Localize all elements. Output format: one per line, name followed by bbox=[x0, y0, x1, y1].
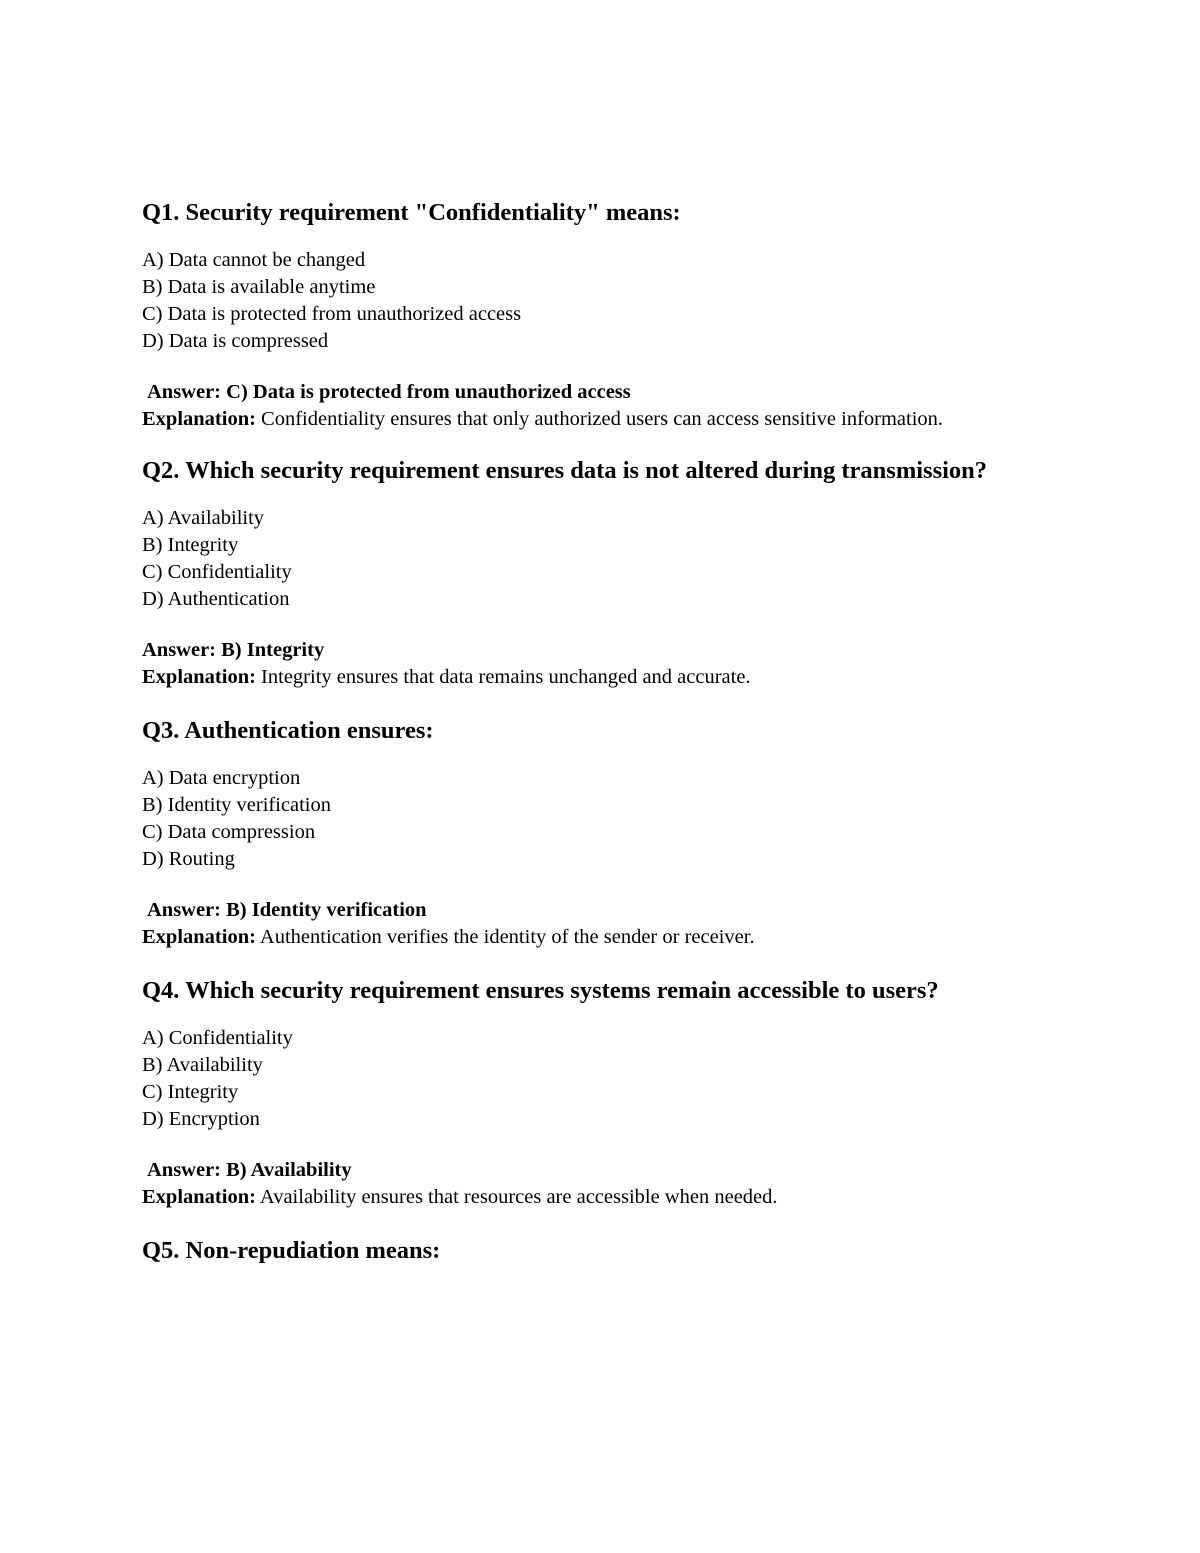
option-b: B) Integrity bbox=[142, 534, 239, 556]
option-d: D) Encryption bbox=[142, 1108, 260, 1130]
options-list bbox=[142, 1025, 1082, 1133]
question-block bbox=[142, 1231, 1082, 1271]
explanation bbox=[142, 1184, 1082, 1211]
question-title: Q4. Which security requirement ensures systems remain accessible to users? bbox=[142, 977, 939, 1004]
option-b: B) Identity verification bbox=[142, 794, 331, 816]
options-list bbox=[142, 505, 1082, 613]
question-block bbox=[142, 711, 1082, 951]
option-a: A) Confidentiality bbox=[142, 1027, 293, 1049]
answer: Answer: C) Data is protected from unauthorized access bbox=[147, 381, 631, 403]
question-title: Q2. Which security requirement ensures data is not altered during transmission? bbox=[142, 457, 988, 484]
explanation-label: Explanation: bbox=[142, 926, 256, 948]
option-d: D) Routing bbox=[142, 848, 235, 870]
explanation-text: Authentication verifies the identity of the sender or receiver. bbox=[255, 926, 755, 948]
option-c: C) Data is protected from unauthorized access bbox=[142, 303, 522, 325]
explanation bbox=[142, 406, 1082, 433]
explanation-text: Integrity ensures that data remains unchanged and accurate. bbox=[255, 666, 751, 688]
explanation bbox=[142, 664, 1082, 691]
answer: Answer: B) Identity verification bbox=[147, 899, 427, 921]
answer: Answer: B) Integrity bbox=[142, 639, 325, 661]
explanation bbox=[142, 924, 1082, 951]
document-page bbox=[142, 193, 1082, 1289]
explanation-text: Confidentiality ensures that only authorized users can access sensitive information. bbox=[255, 408, 944, 430]
option-d: D) Authentication bbox=[142, 588, 290, 610]
option-c: C) Confidentiality bbox=[142, 561, 292, 583]
question-block bbox=[142, 193, 1082, 433]
option-b: B) Availability bbox=[142, 1054, 263, 1076]
option-d: D) Data is compressed bbox=[142, 330, 329, 352]
explanation-label: Explanation: bbox=[142, 408, 256, 430]
question-title: Q3. Authentication ensures: bbox=[142, 717, 434, 744]
answer: Answer: B) Availability bbox=[147, 1159, 352, 1181]
options-list bbox=[142, 765, 1082, 873]
question-block bbox=[142, 451, 1082, 691]
explanation-label: Explanation: bbox=[142, 666, 256, 688]
option-a: A) Data cannot be changed bbox=[142, 249, 366, 271]
question-title: Q5. Non-repudiation means: bbox=[142, 1237, 441, 1264]
option-b: B) Data is available anytime bbox=[142, 276, 376, 298]
option-a: A) Data encryption bbox=[142, 767, 301, 789]
question-block bbox=[142, 971, 1082, 1211]
options-list bbox=[142, 247, 1082, 355]
explanation-text: Availability ensures that resources are accessible when needed. bbox=[255, 1186, 778, 1208]
option-c: C) Data compression bbox=[142, 821, 316, 843]
option-c: C) Integrity bbox=[142, 1081, 239, 1103]
explanation-label: Explanation: bbox=[142, 1186, 256, 1208]
question-title: Q1. Security requirement "Confidentiality" means: bbox=[142, 199, 681, 226]
option-a: A) Availability bbox=[142, 507, 265, 529]
